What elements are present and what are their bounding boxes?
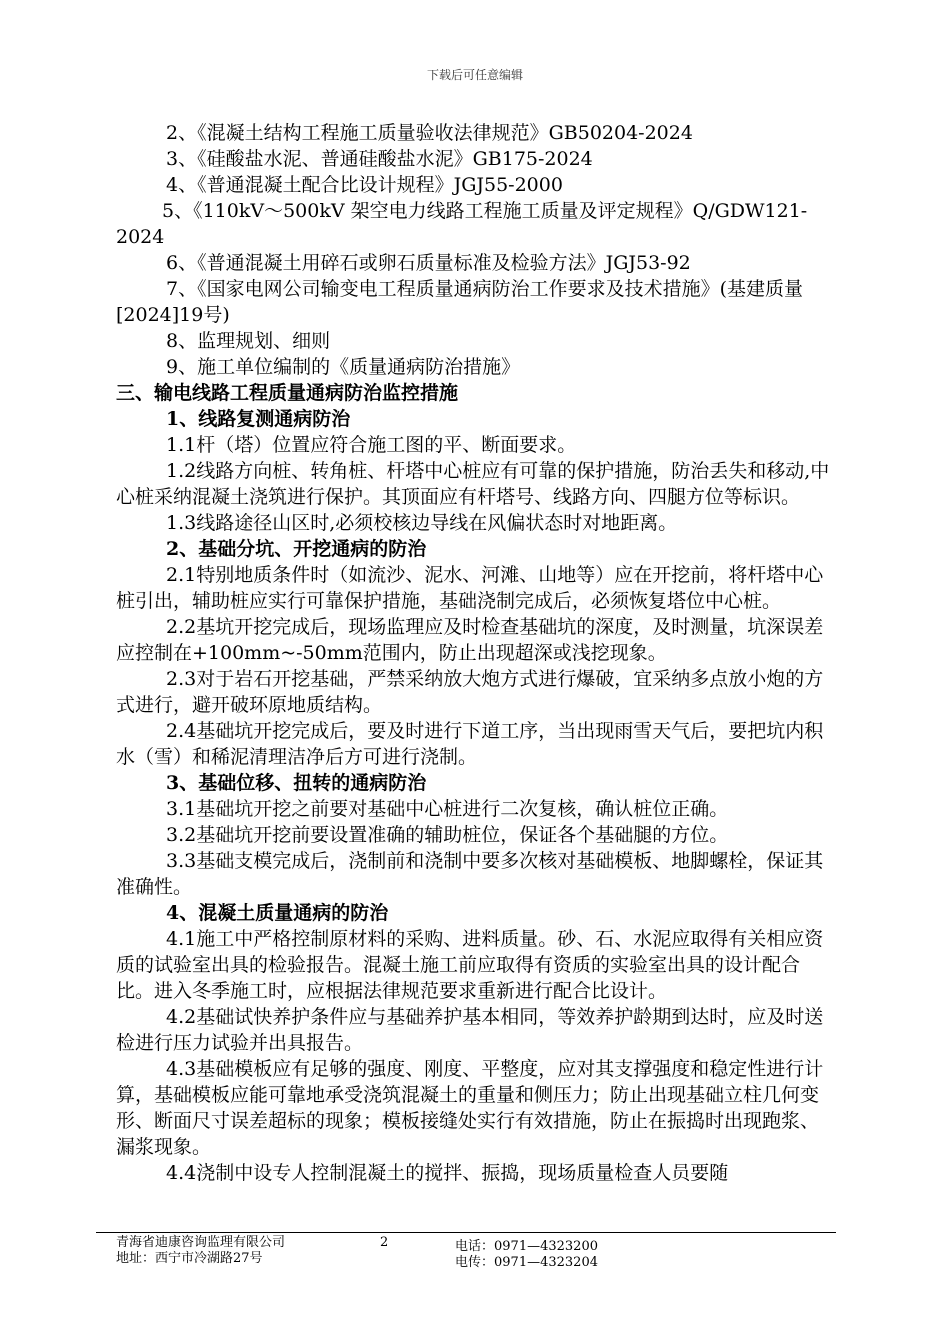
footer-address: 地址：西宁市冷湖路27号 [116,1251,263,1266]
paragraph: 2.2基坑开挖完成后，现场监理应及时检查基础坑的深度，及时测量，坑深误差应控制在+100mm~-50mm范围内，防止出现超深或浅挖现象。 [116,616,824,664]
paragraph: 3.1基础坑开挖之前要对基础中心桩进行二次复核，确认桩位正确。 [166,798,729,820]
footer-company: 青海省迪康咨询监理有限公司 [116,1235,286,1250]
paragraph: 2.4基础坑开挖完成后，要及时进行下道工序，当出现雨雪天气后，要把坑内积水（雪）和稀泥清理洁净后方可进行浇制。 [116,720,824,768]
paragraph: 3、《硅酸盐水泥、普通硅酸盐水泥》GB175-2024 [166,148,593,170]
paragraph: 3.3基础支模完成后，浇制前和浇制中要多次核对基础模板、地脚螺栓，保证其准确性。 [116,850,824,898]
paragraph: 5、《110kV～500kV 架空电力线路工程施工质量及评定规程》Q/GDW121-2024 [116,200,808,248]
paragraph: 4.3基础模板应有足够的强度、刚度、平整度，应对其支撑强度和稳定性进行计算，基础模板应能可靠地承受浇筑混凝土的重量和侧压力；防止出现基础立柱几何变形、断面尺寸误差超标的现象；模板接缝处实行有效措施，防止在振捣时出现跑浆、漏浆现象。 [116,1058,824,1158]
paragraph: 6、《普通混凝土用碎石或卵石质量标准及检验方法》JGJ53-92 [166,252,691,274]
paragraph: 4.1施工中严格控制原材料的采购、进料质量。砂、石、水泥应取得有关相应资质的试验室出具的检验报告。混凝土施工前应取得有资质的实验室出具的设计配合比。进入冬季施工时，应根据法律规范要求重新进行配合比设计。 [116,928,824,1002]
paragraph: 2.1特别地质条件时（如流沙、泥水、河滩、山地等）应在开挖前，将杆塔中心桩引出，辅助桩应实行可靠保护措施，基础浇制完成后，必须恢复塔位中心桩。 [116,564,824,612]
section-heading: 1、线路复测通病防治 [166,408,351,430]
page-number: 2 [380,1235,389,1250]
paragraph: 4.2基础试快养护条件应与基础养护基本相同，等效养护龄期到达时，应及时送检进行压力试验并出具报告。 [116,1006,824,1054]
paragraph: 7、《国家电网公司输变电工程质量通病防治工作要求及技术措施》(基建质量[2024]19号) [116,278,804,326]
paragraph: 1.3线路途径山区时,必须校核边导线在风偏状态时对地距离。 [166,512,678,534]
footer-phone: 电话：0971—4323200 [455,1239,598,1254]
section-heading: 2、基础分坑、开挖通病的防治 [166,538,427,560]
section-heading: 3、基础位移、扭转的通病防治 [166,772,427,794]
paragraph: 1.1杆（塔）位置应符合施工图的平、断面要求。 [166,434,577,456]
section-heading: 4、混凝土质量通病的防治 [166,902,389,924]
paragraph: 8、监理规划、细则 [166,330,331,352]
document-body [116,120,836,1186]
paragraph: 3.2基础坑开挖前要设置准确的辅助桩位，保证各个基础腿的方位。 [166,824,729,846]
paragraph: 4.4浇制中设专人控制混凝土的搅拌、振捣，现场质量检查人员要随 [166,1162,729,1184]
paragraph: 9、施工单位编制的《质量通病防治措施》 [166,356,521,378]
paragraph: 4、《普通混凝土配合比设计规程》JGJ55-2000 [166,174,563,196]
footer-fax: 电传：0971—4323204 [455,1255,598,1270]
paragraph: 2、《混凝土结构工程施工质量验收法律规范》GB50204-2024 [166,122,693,144]
paragraph: 2.3对于岩石开挖基础，严禁采纳放大炮方式进行爆破，宜采纳多点放小炮的方式进行，避开破环原地质结构。 [116,668,824,716]
section-heading: 三、输电线路工程质量通病防治监控措施 [116,382,459,404]
footer-divider [96,1232,836,1233]
page-header: 下载后可任意编辑 [426,68,523,82]
paragraph: 1.2线路方向桩、转角桩、杆塔中心桩应有可靠的保护措施，防治丢失和移动,中心桩采纳混凝土浇筑进行保护。其顶面应有杆塔号、线路方向、四腿方位等标识。 [116,460,830,508]
